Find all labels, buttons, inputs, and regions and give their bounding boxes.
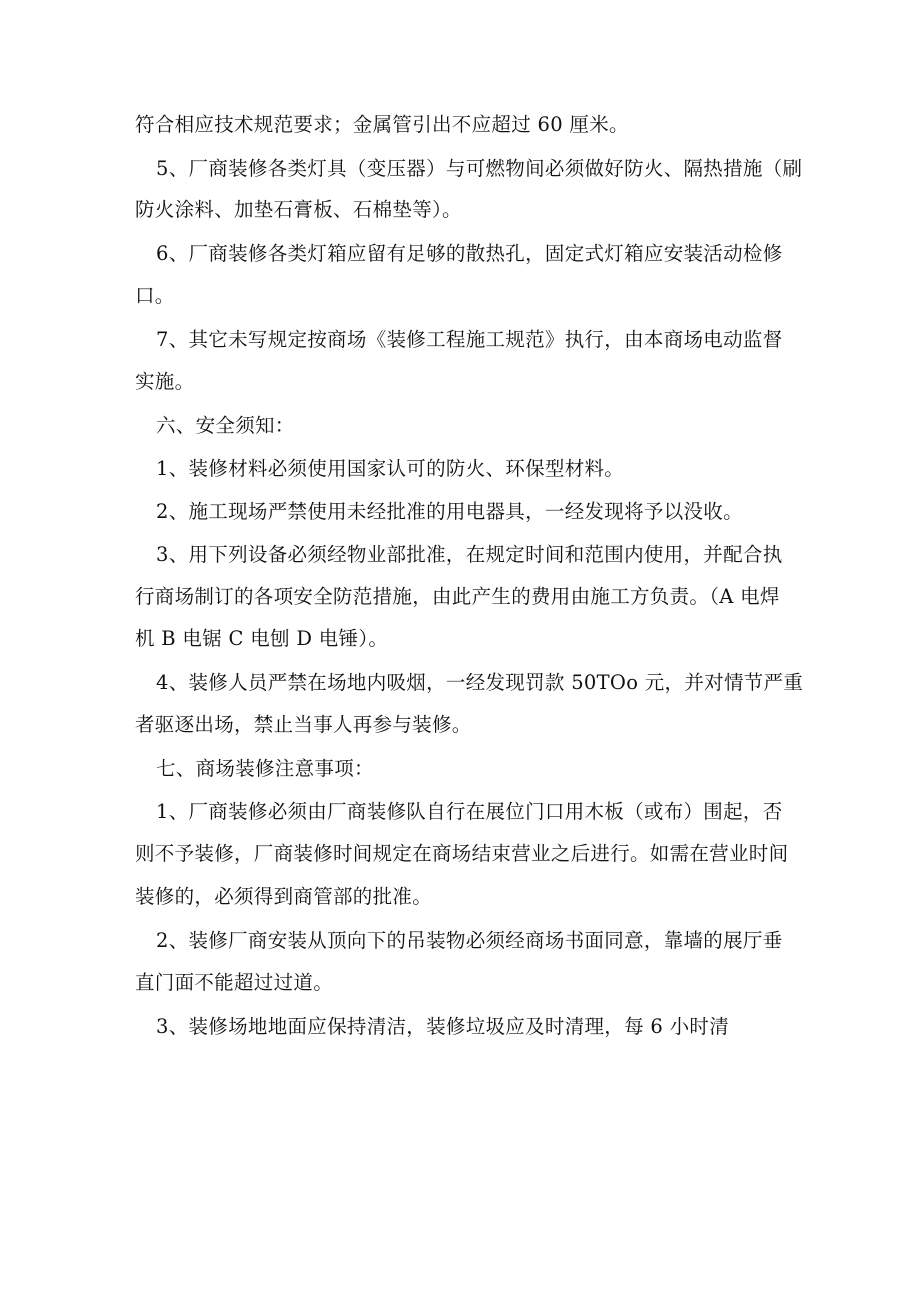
text-line: 3、装修场地地面应保持清洁，装修垃圾应及时清理，每 6 小时清 — [156, 1015, 730, 1038]
text-line: 防火涂料、加垫石膏板、石棉垫等）。 — [135, 198, 462, 221]
text-line: 口。 — [135, 284, 175, 307]
section-heading: 七、商场装修注意事项： — [156, 757, 374, 780]
text-line: 1、厂商装修必须由厂商装修队自行在展位门口用木板（或布）围起，否 — [156, 800, 783, 823]
section-heading: 六、安全须知： — [156, 414, 295, 437]
text-line: 4、装修人员严禁在场地内吸烟，一经发现罚款 50TOo 元，并对情节严重 — [156, 671, 804, 694]
text-line: 符合相应技术规范要求；金属管引出不应超过 60 厘米。 — [135, 113, 629, 136]
text-line: 3、用下列设备必须经物业部批准，在规定时间和范围内使用，并配合执 — [156, 543, 783, 566]
text-line: 2、施工现场严禁使用未经批准的用电器具，一经发现将予以没收。 — [156, 500, 743, 523]
text-line: 机 B 电锯 C 电刨 D 电锤）。 — [135, 627, 389, 650]
text-line: 者驱逐出场，禁止当事人再参与装修。 — [135, 713, 472, 736]
text-line: 6、厂商装修各类灯箱应留有足够的散热孔，固定式灯箱应安装活动检修 — [156, 242, 783, 265]
text-line: 实施。 — [135, 370, 195, 393]
text-line: 直门面不能超过过道。 — [135, 971, 334, 994]
text-line: 行商场制订的各项安全防范措施，由此产生的费用由施工方负责。（A 电焊 — [135, 585, 780, 608]
text-line: 装修的，必须得到商管部的批准。 — [135, 885, 433, 908]
text-line: 7、其它未写规定按商场《装修工程施工规范》执行，由本商场电动监督 — [156, 328, 783, 351]
text-line: 1、装修材料必须使用国家认可的防火、环保型材料。 — [156, 457, 625, 480]
text-line: 则不予装修，厂商装修时间规定在商场结束营业之后进行。如需在营业时间 — [135, 842, 789, 865]
text-line: 2、装修厂商安装从顶向下的吊装物必须经商场书面同意，靠墙的展厅垂 — [156, 929, 783, 952]
text-line: 5、厂商装修各类灯具（变压器）与可燃物间必须做好防火、隔热措施（刷 — [156, 157, 803, 180]
